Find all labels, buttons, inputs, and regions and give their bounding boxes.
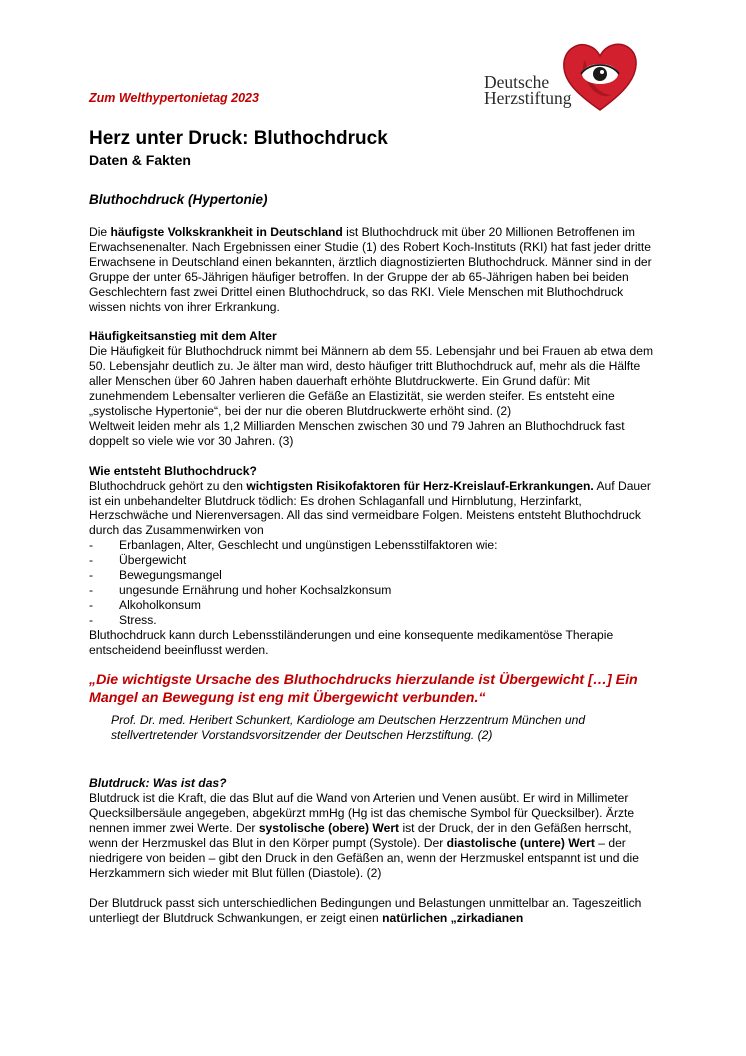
heading-entstehung: Wie entsteht Bluthochdruck? [89, 463, 257, 478]
text-run: Der Blutdruck passt sich unterschiedlichen Bedingungen und Belastungen unmittelbar an. Tageszeitlich unterliegt der Blutdruck Schwankungen, er zeigt einen [89, 895, 642, 925]
text-run: Auf Dauer ist ein unbehandelter Blutdruck tödlich: Es drohen Schlaganfall und Hirnblutung, Herzinfarkt, Herzschwäche und Nierenversagen. All das sind vermeidbare Folgen. Meistens entsteht Bluthochdruck durch das Zusammenwirken von [89, 478, 651, 538]
bold-text: häufigste Volkskrankheit in Deutschland [110, 225, 343, 239]
quote-attribution: Prof. Dr. med. Heribert Schunkert, Kardiologe am Deutschen Herzzentrum München und stellvertretender Vorstandsvorsitzender der Deutschen Herzstiftung. (2) [111, 713, 586, 743]
kicker-text: Zum Welthypertonietag 2023 [89, 91, 259, 105]
text-run: ist Bluthochdruck mit über 20 Millionen Betroffenen im Erwachsenenalter. Nach Ergebnissen einer Studie (1) des Robert Koch-Instituts (RKI) hat fast jeder dritte Erwachsene in Deutschland einen bekannten, ärztlich diagnostizierten Bluthochdruck. Männer sind in der Gruppe der unter 65-Jährigen häufiger betroffen. In der Gruppe der ab 65-Jährigen haben bei beiden Geschlechtern fast zwei Drittel einen Bluthochdruck, so das RKI. Viele Menschen mit Bluthochdruck wissen nichts von ihrer Erkrankung. [89, 225, 652, 314]
text-run: Die [89, 225, 111, 239]
text-run: Blutdruck ist die Kraft, die das Blut auf die Wand von Arterien und Venen ausübt. Er wird in Millimeter Quecksilbersäule angegeben, abgekürzt mmHg (Hg ist das chemische Symbol für Quecksilber). Ärzte nennen immer zwei Werte. Der [89, 791, 635, 835]
logo-line-2: Herzstiftung [484, 88, 572, 108]
list-item: - Bewegungsmangel [89, 568, 655, 583]
heading-haeufigkeit: Häufigkeitsanstieg mit dem Alter [89, 329, 277, 344]
list-item: - Alkoholkonsum [89, 598, 655, 613]
paragraph-age: Die Häufigkeit für Bluthochdruck nimmt bei Männern ab dem 55. Lebensjahr und bei Frauen ab etwa dem 50. Lebensjahr deutlich zu. Je älter man wird, desto häufiger tritt Bluthochdruck auf, mehr als die Hälfte aller Menschen über 60 Jahren haben dauerhaft erhöhte Blutdruckwerte. Ein Grund dafür: Mit zunehmendem Lebensalter verlieren die Gefäße an Elastizität, sie werden steifer. Es entsteht eine „systolische Hypertonie“, bei der nur die oberen Blutdruckwerte erhöht sind. (2) [89, 344, 654, 418]
paragraph-intro [89, 225, 655, 314]
page-title: Herz unter Druck: Bluthochdruck [89, 128, 388, 149]
bold-text: systolische (obere) Wert [258, 821, 400, 835]
risk-factor-list [89, 538, 655, 627]
page-subtitle: Daten & Fakten [89, 152, 191, 168]
text-run: Bluthochdruck gehört zu den [89, 478, 247, 493]
pull-quote: „Die wichtigste Ursache des Bluthochdrucks hierzulande ist Übergewicht […] Ein Mangel an Bewegung ist eng mit Übergewicht verbunden.“ [89, 672, 638, 706]
list-item: - Übergewicht [89, 553, 655, 568]
heading-blutdruck: Blutdruck: Was ist das? [89, 776, 227, 791]
paragraph-risk [89, 479, 655, 539]
bold-text: wichtigsten Risikofaktoren für Herz-Kreislauf-Erkrankungen. [246, 478, 594, 493]
paragraph-blood-pressure [89, 791, 655, 880]
list-item: - Stress. [89, 613, 655, 628]
paragraph-circadian [89, 896, 655, 926]
deutsche-herzstiftung-logo [484, 38, 644, 114]
list-item: - Erbanlagen, Alter, Geschlecht und ungünstigen Lebensstilfaktoren wie: [89, 538, 655, 553]
bold-text: diastolische (untere) Wert [446, 835, 595, 850]
list-item: - ungesunde Ernährung und hoher Kochsalzkonsum [89, 583, 655, 598]
bold-text: natürlichen „zirkadianen [382, 910, 524, 925]
logo-line-1: Deutsche [484, 72, 550, 92]
document-body [89, 191, 655, 925]
paragraph-worldwide: Weltweit leiden mehr als 1,2 Milliarden Menschen zwischen 30 und 79 Jahren an Bluthochdruck fast doppelt so viele wie vor 30 Jahren. (3) [89, 418, 625, 448]
text-run: ist der Druck, der in den Gefäßen herrscht, wenn der Herzmuskel das Blut in den Körper pumpt (Systole). Der [89, 821, 632, 850]
section-title-hypertonie: Bluthochdruck (Hypertonie) [89, 192, 268, 207]
paragraph-therapy: Bluthochdruck kann durch Lebensstiländerungen und eine konsequente medikamentöse Therapie entscheidend beeinflusst werden. [89, 627, 614, 657]
text-run: – der niedrigere von beiden – gibt den Druck in den Gefäßen an, wenn der Herzmuskel entspannt ist und die Herzkammern sich wieder mit Blut füllen (Diastole). (2) [89, 835, 639, 880]
heart-eye-icon [559, 38, 641, 114]
